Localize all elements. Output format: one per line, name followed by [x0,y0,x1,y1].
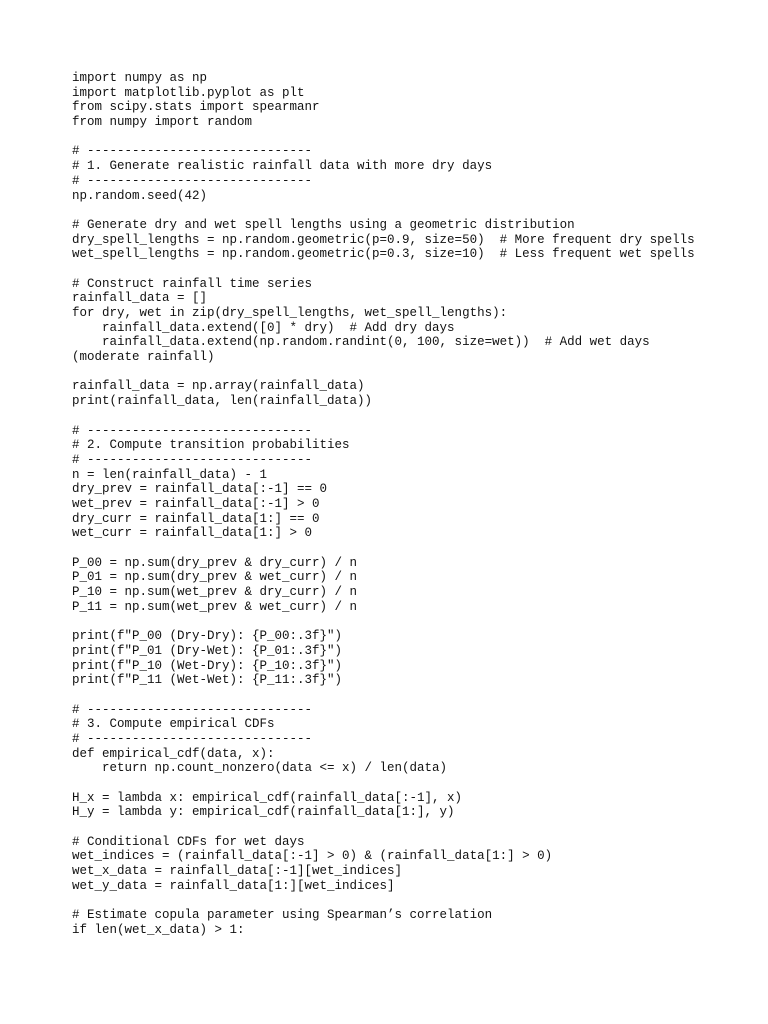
code-line: np.random.seed(42) [72,188,208,203]
code-line: n = len(rainfall_data) - 1 [72,467,268,482]
code-line: return np.count_nonzero(data <= x) / len(data) [72,761,448,776]
code-line: wet_indices = (rainfall_data[:-1] > 0) & (rainfall_data[1:] > 0) [72,849,553,864]
code-line: H_x = lambda x: empirical_cdf(rainfall_data[:-1], x) [72,790,463,805]
code-line: wet_spell_lengths = np.random.geometric(p=0.3, size=10) # Less frequent wet spells [72,247,695,262]
code-line: # ------------------------------ [72,731,313,746]
code-line: print(f"P_00 (Dry-Dry): {P_00:.3f}") [72,629,343,644]
blank-line [72,820,762,835]
code-line: dry_spell_lengths = np.random.geometric(p=0.9, size=50) # More frequent dry spells [72,232,695,247]
code-line: rainfall_data = [] [72,291,208,306]
code-line: # 3. Compute empirical CDFs [72,717,275,732]
blank-line [72,262,762,277]
code-line: from scipy.stats import spearmanr [72,100,320,115]
blank-line [72,776,762,791]
code-line: rainfall_data = np.array(rainfall_data) [72,379,365,394]
code-line: H_y = lambda y: empirical_cdf(rainfall_data[1:], y) [72,805,455,820]
code-line: rainfall_data.extend([0] * dry) # Add dry days [72,320,455,335]
code-line: P_10 = np.sum(wet_prev & dry_curr) / n [72,585,358,600]
code-line: if len(wet_x_data) > 1: [72,922,245,937]
code-line: # Estimate copula parameter using Spearman’s correlation [72,908,493,923]
code-line: P_00 = np.sum(dry_prev & dry_curr) / n [72,555,358,570]
blank-line [72,541,762,556]
blank-line [72,409,762,424]
code-line: # ------------------------------ [72,452,313,467]
code-line: # ------------------------------ [72,173,313,188]
code-line: print(f"P_11 (Wet-Wet): {P_11:.3f}") [72,673,343,688]
blank-line [72,688,762,703]
code-line: # Generate dry and wet spell lengths using a geometric distribution [72,217,575,232]
code-line: # Conditional CDFs for wet days [72,834,305,849]
code-line: (moderate rainfall) [72,350,215,365]
code-line: for dry, wet in zip(dry_spell_lengths, wet_spell_lengths): [72,306,508,320]
code-line: # 1. Generate realistic rainfall data with more dry days [72,159,493,174]
code-line: # Construct rainfall time series [72,276,313,291]
code-line: import matplotlib.pyplot as plt [72,85,305,100]
code-line: print(f"P_10 (Wet-Dry): {P_10:.3f}") [72,658,343,673]
code-listing [72,71,762,938]
code-line: wet_x_data = rainfall_data[:-1][wet_indices] [72,864,403,879]
code-line: # 2. Compute transition probabilities [72,438,350,453]
code-line: P_01 = np.sum(dry_prev & wet_curr) / n [72,570,358,585]
code-line: P_11 = np.sum(wet_prev & wet_curr) / n [72,599,358,614]
code-line: wet_y_data = rainfall_data[1:][wet_indices] [72,878,395,893]
code-line: def empirical_cdf(data, x): [72,746,275,761]
blank-line [72,614,762,629]
blank-line [72,365,762,380]
code-line: import numpy as np [72,71,208,85]
code-line: rainfall_data.extend(np.random.randint(0, 100, size=wet)) # Add wet days [72,335,650,350]
code-line: from numpy import random [72,115,253,130]
blank-line [72,130,762,145]
code-line: dry_prev = rainfall_data[:-1] == 0 [72,482,328,497]
code-line: print(rainfall_data, len(rainfall_data)) [72,394,373,409]
code-line: # ------------------------------ [72,144,313,159]
code-line: # ------------------------------ [72,702,313,717]
code-line: dry_curr = rainfall_data[1:] == 0 [72,511,320,526]
code-line: # ------------------------------ [72,423,313,438]
code-line: wet_curr = rainfall_data[1:] > 0 [72,526,313,541]
code-line: wet_prev = rainfall_data[:-1] > 0 [72,496,320,511]
blank-line [72,203,762,218]
code-line: print(f"P_01 (Dry-Wet): {P_01:.3f}") [72,643,343,658]
blank-line [72,894,762,909]
